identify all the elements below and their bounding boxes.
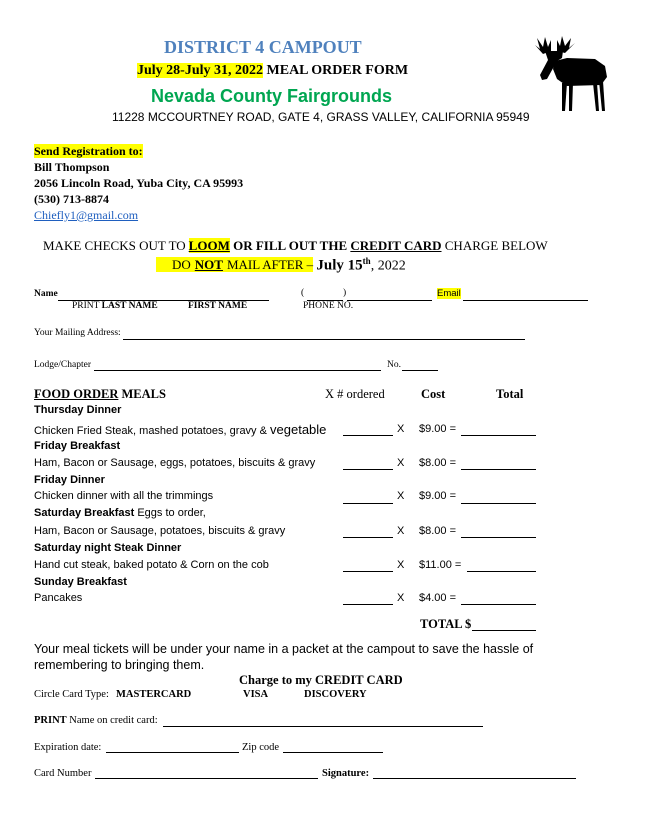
meal-item-text: Ham, Bacon or Sausage, potatoes, biscuits & gravy [34, 525, 286, 537]
email-input-line[interactable] [463, 300, 588, 301]
expiration-line[interactable] [106, 752, 239, 753]
last-name-caption: LAST NAME [101, 301, 158, 311]
meal-price: $9.00 = [419, 490, 457, 502]
meal-section-heading [34, 507, 206, 519]
card-number-line[interactable] [95, 778, 318, 779]
qty-input-line[interactable] [343, 435, 393, 436]
checks-not: NOT [191, 257, 223, 272]
zip-label: Zip code [242, 742, 280, 753]
mailing-address-line[interactable] [123, 339, 525, 340]
event-title: DISTRICT 4 CAMPOUT [164, 37, 362, 57]
circle-card-label: Circle Card Type: [34, 689, 109, 700]
moose-silhouette-icon [533, 35, 613, 115]
checks-mail-after: MAIL AFTER – [223, 257, 313, 272]
times-sign: X [397, 592, 405, 604]
email-label: Email [437, 288, 461, 299]
venue-address: 11228 MCCOURTNEY ROAD, GATE 4, GRASS VALLEY, CALIFORNIA 95949 [112, 110, 530, 124]
note-line-2: remembering to bringing them. [34, 658, 205, 672]
meal-price: $11.00 = [419, 559, 462, 571]
zip-line[interactable] [283, 752, 383, 753]
qty-input-line[interactable] [343, 469, 393, 470]
send-email-link[interactable]: Chiefly1@gmail.com [34, 208, 139, 222]
col-ordered-header: X # ordered [325, 387, 385, 401]
expiration-label: Expiration date: [34, 742, 102, 753]
food-order-heading [34, 387, 166, 402]
meal-item-text: Ham, Bacon or Sausage, eggs, potatoes, biscuits & gravy [34, 457, 316, 469]
signature-label: Signature: [322, 768, 370, 779]
meal-item-text: Chicken dinner with all the trimmings [34, 490, 214, 502]
meal-section-title: Saturday night Steak Dinner [34, 542, 182, 554]
total-input-line[interactable] [461, 469, 536, 470]
total-input-line[interactable] [461, 503, 536, 504]
times-sign: X [397, 457, 405, 469]
meal-item-text: Chicken Fried Steak, mashed potatoes, gravy & [34, 425, 267, 437]
credit-card-heading: Charge to my CREDIT CARD [239, 673, 403, 687]
lodge-input-line[interactable] [94, 370, 381, 371]
lodge-label: Lodge/Chapter [34, 360, 91, 370]
meal-price: $8.00 = [419, 525, 457, 537]
phone-close-paren: ) [343, 288, 347, 298]
food-meals-title: MEALS [121, 387, 166, 401]
grand-total-line[interactable] [472, 630, 536, 631]
note-line-1: Your meal tickets will be under your name in a packet at the campout to save the hassle of [34, 642, 534, 656]
lodge-no-line[interactable] [402, 370, 438, 371]
lodge-no-label: No. [387, 360, 401, 370]
meal-section-title: Saturday Breakfast [34, 507, 135, 519]
meal-section-title-rest: Eggs to order, [137, 507, 206, 519]
card-type-visa[interactable]: VISA [243, 689, 269, 700]
meal-price: $9.00 = [419, 423, 457, 435]
meal-section-title: Friday Breakfast [34, 440, 121, 452]
checks-part3: CHARGE BELOW [444, 238, 548, 253]
meal-section-title: Sunday Breakfast [34, 576, 127, 588]
meal-item-text-large: vegetable [270, 422, 327, 437]
checks-credit-card: CREDIT CARD [350, 238, 442, 253]
print-prefix: PRINT [72, 301, 100, 311]
phone-no-caption: PHONE NO. [303, 301, 354, 311]
times-sign: X [397, 525, 405, 537]
meal-price: $8.00 = [419, 457, 457, 469]
total-input-line[interactable] [461, 604, 536, 605]
times-sign: X [397, 423, 405, 435]
checks-deadline: July 15 [316, 257, 363, 274]
meal-item-text: Hand cut steak, baked potato & Corn on the cob [34, 559, 269, 571]
total-input-line[interactable] [461, 537, 536, 538]
send-phone: (530) 713-8874 [34, 192, 109, 206]
col-cost-header: Cost [421, 387, 446, 401]
checks-do: DO [156, 257, 191, 272]
qty-input-line[interactable] [343, 537, 393, 538]
times-sign: X [397, 490, 405, 502]
card-name-line[interactable] [163, 726, 483, 727]
first-name-caption: FIRST NAME [188, 301, 248, 311]
meal-item-text: Pancakes [34, 592, 83, 604]
meal-section-title: Thursday Dinner [34, 404, 122, 416]
form-subtitle [137, 63, 408, 79]
card-type-discovery[interactable]: DISCOVERY [304, 689, 367, 700]
card-name-text: Name on credit card: [69, 715, 158, 726]
qty-input-line[interactable] [343, 571, 393, 572]
name-label: Name [34, 289, 58, 299]
phone-input-line[interactable] [347, 300, 432, 301]
col-total-header: Total [496, 387, 524, 401]
print-last-name-caption [72, 301, 158, 311]
times-sign: X [397, 559, 405, 571]
meal-price: $4.00 = [419, 592, 457, 604]
card-name-print: PRINT [34, 715, 67, 726]
qty-input-line[interactable] [343, 503, 393, 504]
mailing-address-label: Your Mailing Address: [34, 328, 121, 338]
grand-total-label: TOTAL $ [420, 617, 472, 631]
meal-section-title: Friday Dinner [34, 474, 105, 486]
card-type-mastercard[interactable]: MASTERCARD [116, 689, 192, 700]
card-name-label [34, 715, 158, 726]
checks-line-2 [156, 256, 406, 274]
checks-line-1 [43, 238, 548, 254]
send-street: 2056 Lincoln Road, Yuba City, CA 95993 [34, 176, 244, 190]
checks-part2: OR FILL OUT THE [233, 238, 348, 253]
qty-input-line[interactable] [343, 604, 393, 605]
checks-part1: MAKE CHECKS OUT TO [43, 238, 186, 253]
card-number-label: Card Number [34, 768, 92, 779]
send-block [34, 143, 143, 159]
send-name: Bill Thompson [34, 160, 110, 174]
checks-loom: LOOM [188, 238, 230, 253]
form-name: MEAL ORDER FORM [266, 63, 409, 78]
meal-item [34, 422, 326, 437]
venue-name: Nevada County Fairgrounds [151, 86, 393, 106]
event-dates: July 28-July 31, 2022 [137, 63, 264, 78]
phone-open-paren: ( [301, 288, 305, 298]
checks-deadline-year: , 2022 [370, 258, 406, 274]
checks-deadline-sup: th [362, 256, 371, 266]
total-input-line[interactable] [467, 571, 536, 572]
food-order-title: FOOD ORDER [34, 387, 119, 401]
send-label: Send Registration to: [34, 144, 143, 158]
total-input-line[interactable] [461, 435, 536, 436]
signature-line[interactable] [373, 778, 576, 779]
